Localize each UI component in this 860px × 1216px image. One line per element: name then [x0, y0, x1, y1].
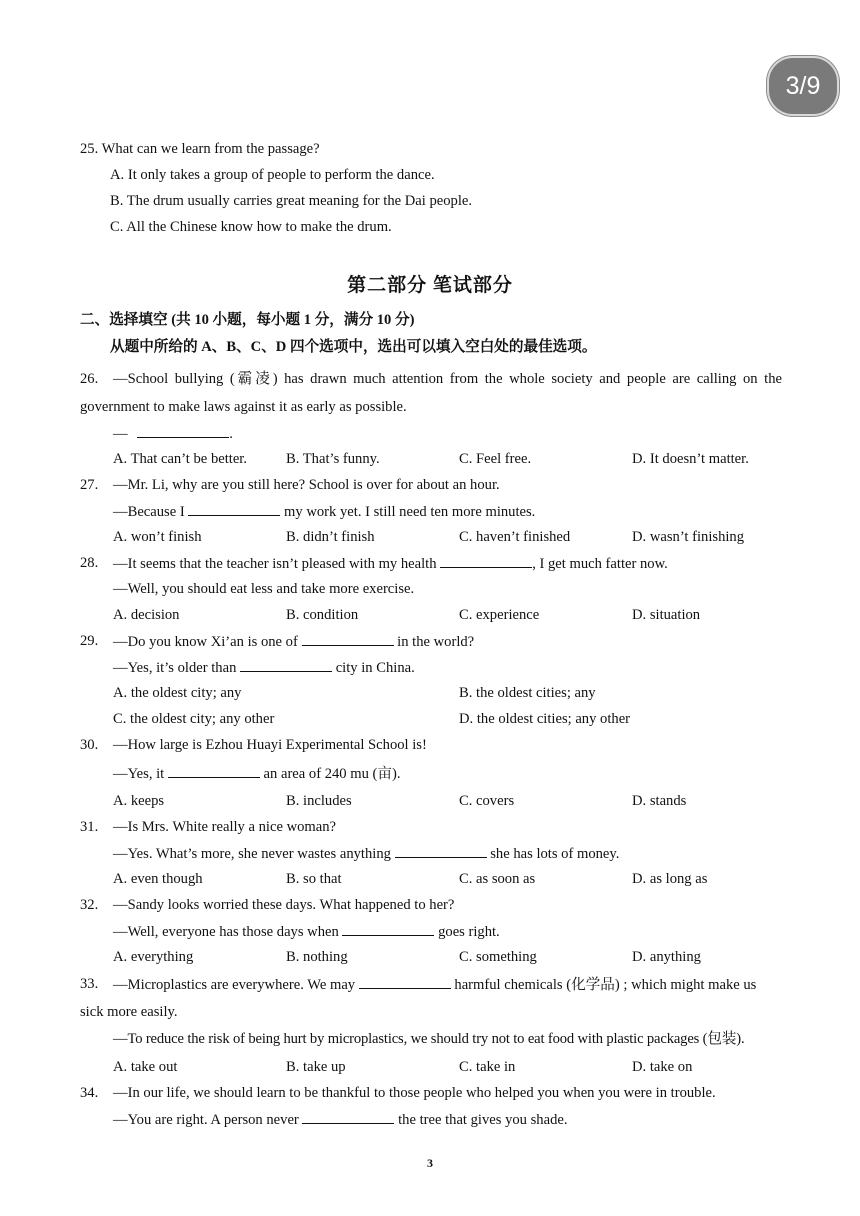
question-28-number: 28.: [80, 555, 99, 571]
line-text-after: an area of 240 mu (亩).: [263, 766, 401, 782]
question-30-line1: —How large is Ezhou Huayi Experimental School is!: [113, 737, 427, 753]
question-29-option-b: B. the oldest cities; any: [459, 685, 596, 701]
line-text-before: —Yes, it’s older than: [113, 660, 237, 676]
question-26-option-b: B. That’s funny.: [286, 451, 380, 467]
page-indicator-badge: 3/9: [767, 56, 839, 116]
question-27-line2: [113, 502, 535, 521]
question-33-number: 33.: [80, 976, 99, 992]
question-32-option-b: B. nothing: [286, 949, 348, 965]
question-26-number: 26.: [80, 371, 99, 387]
question-28-option-d: D. situation: [632, 607, 701, 623]
answer-blank[interactable]: [342, 922, 434, 936]
line-text-before: —You are right. A person never: [113, 1112, 299, 1128]
page-number: 3: [427, 1156, 433, 1170]
question-33-option-d: D. take on: [632, 1059, 693, 1075]
line-text-after: she has lots of money.: [490, 846, 620, 862]
question-33-line2: sick more easily.: [80, 1004, 178, 1020]
line-text-after: harmful chemicals (化学品) ; which might make us: [454, 977, 757, 993]
question-29-option-a: A. the oldest city; any: [113, 685, 242, 701]
question-28-option-c: C. experience: [459, 607, 540, 623]
line-text-before: —Do you know Xi’an is one of: [113, 634, 298, 650]
line-text-after: goes right.: [438, 924, 500, 940]
line-text-after: , I get much fatter now.: [532, 556, 668, 572]
answer-blank[interactable]: [440, 554, 532, 568]
question-28-line2: —Well, you should eat less and take more exercise.: [113, 581, 415, 597]
answer-blank[interactable]: [359, 975, 451, 989]
question-26-option-a: A. That can’t be better.: [113, 451, 248, 467]
answer-blank[interactable]: [137, 424, 229, 438]
question-34-line2: [113, 1110, 568, 1129]
answer-blank[interactable]: [240, 658, 332, 672]
question-33-option-a: A. take out: [113, 1059, 178, 1075]
question-33-option-c: C. take in: [459, 1059, 516, 1075]
question-32-option-d: D. anything: [632, 949, 701, 965]
question-32-option-c: C. something: [459, 949, 537, 965]
question-27-option-c: C. haven’t finished: [459, 529, 571, 545]
question-29-number: 29.: [80, 633, 99, 649]
question-25-stem: 25. What can we learn from the passage?: [80, 141, 320, 157]
answer-blank[interactable]: [395, 844, 487, 858]
question-33-line3: —To reduce the risk of being hurt by microplastics, we should try not to eat food with plastic packages (包装).: [113, 1031, 745, 1047]
question-29-option-d: D. the oldest cities; any other: [459, 711, 631, 727]
line-text-after: in the world?: [397, 634, 475, 650]
question-30-line2: [113, 764, 401, 783]
question-32-number: 32.: [80, 897, 99, 913]
question-30-option-d: D. stands: [632, 793, 687, 809]
reply-dash: —: [113, 426, 128, 442]
question-32-line2: [113, 922, 500, 941]
question-33-line1: [113, 975, 756, 994]
question-27-line1: —Mr. Li, why are you still here? School is over for about an hour.: [113, 477, 500, 493]
question-31-line2: [113, 844, 619, 863]
question-29-option-c: C. the oldest city; any other: [113, 711, 275, 727]
line-text-after: the tree that gives you shade.: [398, 1112, 568, 1128]
question-28-option-b: B. condition: [286, 607, 359, 623]
question-26-line2: government to make laws against it as early as possible.: [80, 399, 407, 415]
question-31-option-b: B. so that: [286, 871, 342, 887]
question-29-line1: [113, 632, 474, 651]
reply-period: .: [229, 426, 233, 442]
question-34-number: 34.: [80, 1085, 99, 1101]
question-26-reply: [113, 424, 233, 443]
question-26-option-c: C. Feel free.: [459, 451, 532, 467]
question-32-line1: —Sandy looks worried these days. What happened to her?: [113, 897, 455, 913]
question-25-option-b: B. The drum usually carries great meaning for the Dai people.: [110, 193, 473, 209]
question-34-line1: —In our life, we should learn to be thankful to those people who helped you when you were in trouble.: [113, 1085, 716, 1101]
section-heading: 二、选择填空 (共 10 小题，每小题 1 分，满分 10 分): [80, 312, 415, 328]
line-text-before: —Yes, it: [113, 766, 165, 782]
question-30-option-c: C. covers: [459, 793, 515, 809]
part-title: 第二部分 笔试部分: [347, 275, 513, 296]
question-26-option-d: D. It doesn’t matter.: [632, 451, 749, 467]
question-33-option-b: B. take up: [286, 1059, 346, 1075]
answer-blank[interactable]: [302, 1110, 394, 1124]
question-27-number: 27.: [80, 477, 99, 493]
question-27-option-b: B. didn’t finish: [286, 529, 375, 545]
question-28-option-a: A. decision: [113, 607, 180, 623]
question-25-option-c: C. All the Chinese know how to make the drum.: [110, 219, 392, 235]
answer-blank[interactable]: [302, 632, 394, 646]
question-29-line2: [113, 658, 415, 677]
line-text-after: my work yet. I still need ten more minutes.: [284, 504, 536, 520]
line-text-before: —Yes. What’s more, she never wastes anything: [113, 846, 391, 862]
section-instruction: 从题中所给的 A、B、C、D 四个选项中，选出可以填入空白处的最佳选项。: [110, 339, 597, 355]
question-30-option-a: A. keeps: [113, 793, 165, 809]
question-31-line1: —Is Mrs. White really a nice woman?: [113, 819, 337, 835]
line-text-before: —It seems that the teacher isn’t pleased with my health: [113, 556, 437, 572]
question-25-option-a: A. It only takes a group of people to perform the dance.: [110, 167, 435, 183]
question-31-option-d: D. as long as: [632, 871, 708, 887]
line-text-before: —Because I: [113, 504, 185, 520]
line-text-before: —Well, everyone has those days when: [113, 924, 339, 940]
question-31-option-a: A. even though: [113, 871, 203, 887]
question-32-option-a: A. everything: [113, 949, 194, 965]
question-31-number: 31.: [80, 819, 99, 835]
question-27-option-a: A. won’t finish: [113, 529, 202, 545]
question-28-line1: [113, 554, 668, 573]
question-30-option-b: B. includes: [286, 793, 352, 809]
line-text-after: city in China.: [335, 660, 415, 676]
question-27-option-d: D. wasn’t finishing: [632, 529, 745, 545]
question-31-option-c: C. as soon as: [459, 871, 536, 887]
question-30-number: 30.: [80, 737, 99, 753]
question-26-line1: —School bullying (霸凌) has drawn much attention from the whole society and people are calling on the: [113, 371, 782, 387]
answer-blank[interactable]: [188, 502, 280, 516]
answer-blank[interactable]: [168, 764, 260, 778]
line-text-before: —Microplastics are everywhere. We may: [113, 977, 356, 993]
